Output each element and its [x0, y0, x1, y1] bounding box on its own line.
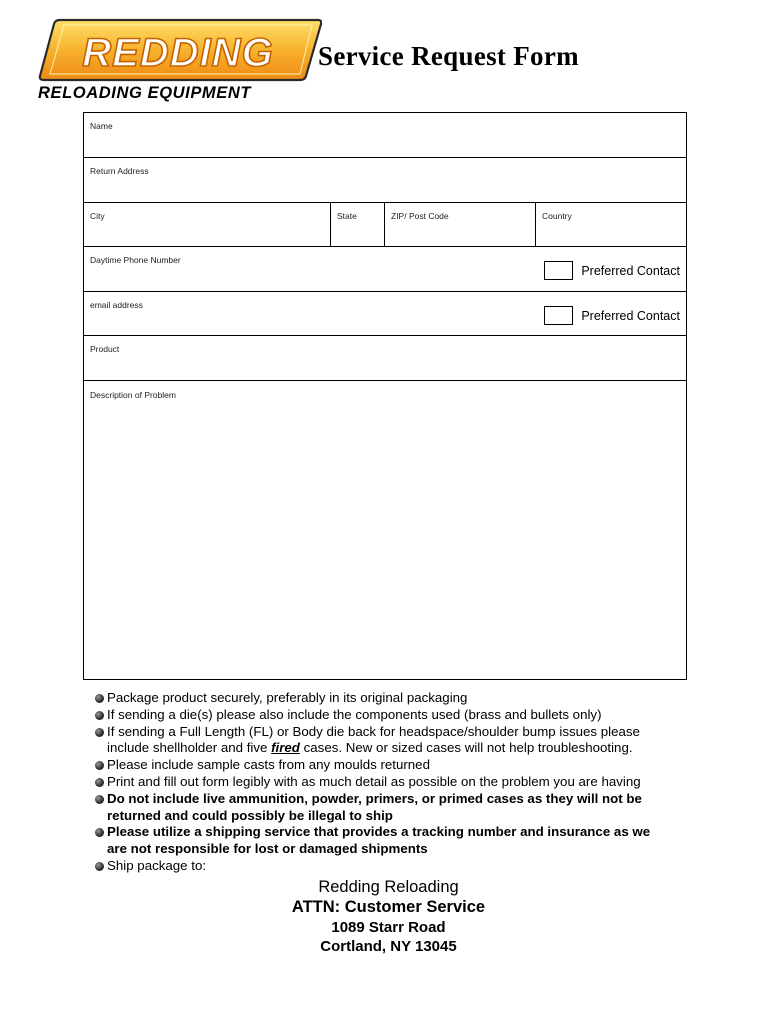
- email-preferred-checkbox[interactable]: [544, 306, 573, 325]
- list-item: Print and fill out form legibly with as much detail as possible on the problem you are having: [95, 774, 695, 791]
- bullet-icon: [95, 828, 104, 837]
- city-field[interactable]: [84, 203, 330, 246]
- list-item: Package product securely, preferably in its original packaging: [95, 690, 695, 707]
- city-label: City: [90, 211, 105, 221]
- email-row[interactable]: [84, 292, 686, 336]
- bullet-icon: [95, 862, 104, 871]
- page-title: Service Request Form: [318, 41, 579, 71]
- list-item: If sending a die(s) please also include the components used (brass and bullets only): [95, 707, 695, 724]
- zip-field[interactable]: [384, 203, 535, 246]
- bullet-icon: [95, 761, 104, 770]
- list-item: Please include sample casts from any moulds returned: [95, 757, 695, 774]
- phone-row[interactable]: [84, 247, 686, 292]
- description-row[interactable]: [84, 381, 686, 679]
- list-item: If sending a Full Length (FL) or Body die back for headspace/shoulder bump issues please include shellholder and five fired cases. New or sized cases will not help troubleshooting.: [95, 724, 695, 758]
- list-item: Ship package to:: [95, 858, 695, 875]
- name-label: Name: [90, 121, 113, 131]
- logo-subtitle: RELOADING EQUIPMENT: [38, 84, 252, 102]
- address-company: Redding Reloading: [318, 878, 459, 896]
- zip-label: ZIP/ Post Code: [391, 211, 449, 221]
- instructions-list: [95, 690, 695, 875]
- address-city: Cortland, NY 13045: [320, 938, 457, 955]
- product-label: Product: [90, 344, 120, 354]
- list-item-warning: Please utilize a shipping service that provides a tracking number and insurance as we are not responsible for lost or damaged shipments: [95, 824, 695, 858]
- email-preferred-label: Preferred Contact: [581, 308, 680, 323]
- state-field[interactable]: [330, 203, 384, 246]
- email-label: email address: [90, 300, 143, 310]
- country-field[interactable]: [535, 203, 686, 246]
- bullet-icon: [95, 795, 104, 804]
- state-label: State: [337, 211, 357, 221]
- phone-label: Daytime Phone Number: [90, 255, 181, 265]
- logo-wordmark: [38, 18, 322, 82]
- bullet-icon: [95, 711, 104, 720]
- phone-preferred-checkbox[interactable]: [544, 261, 573, 280]
- list-item-warning: Do not include live ammunition, powder, primers, or primed cases as they will not be returned and could possibly be illegal to ship: [95, 791, 695, 825]
- address-street: 1089 Starr Road: [331, 919, 446, 936]
- redding-logo: [38, 18, 328, 108]
- country-label: Country: [542, 211, 572, 221]
- logo-brand-text: REDDING: [82, 31, 274, 75]
- description-label: Description of Problem: [90, 390, 176, 400]
- email-preferred-contact: [544, 306, 680, 325]
- service-request-form: [83, 112, 687, 680]
- name-row[interactable]: [84, 113, 686, 158]
- bullet-icon: [95, 728, 104, 737]
- location-row: [84, 203, 686, 247]
- phone-preferred-contact: [544, 261, 680, 280]
- bullet-icon: [95, 694, 104, 703]
- return-address-label: Return Address: [90, 166, 149, 176]
- bullet-icon: [95, 778, 104, 787]
- phone-preferred-label: Preferred Contact: [581, 263, 680, 278]
- product-row[interactable]: [84, 336, 686, 381]
- fired-emphasis: fired: [271, 740, 300, 756]
- shipping-address: [0, 877, 770, 956]
- return-address-row[interactable]: [84, 158, 686, 203]
- address-attn: ATTN: Customer Service: [291, 898, 486, 916]
